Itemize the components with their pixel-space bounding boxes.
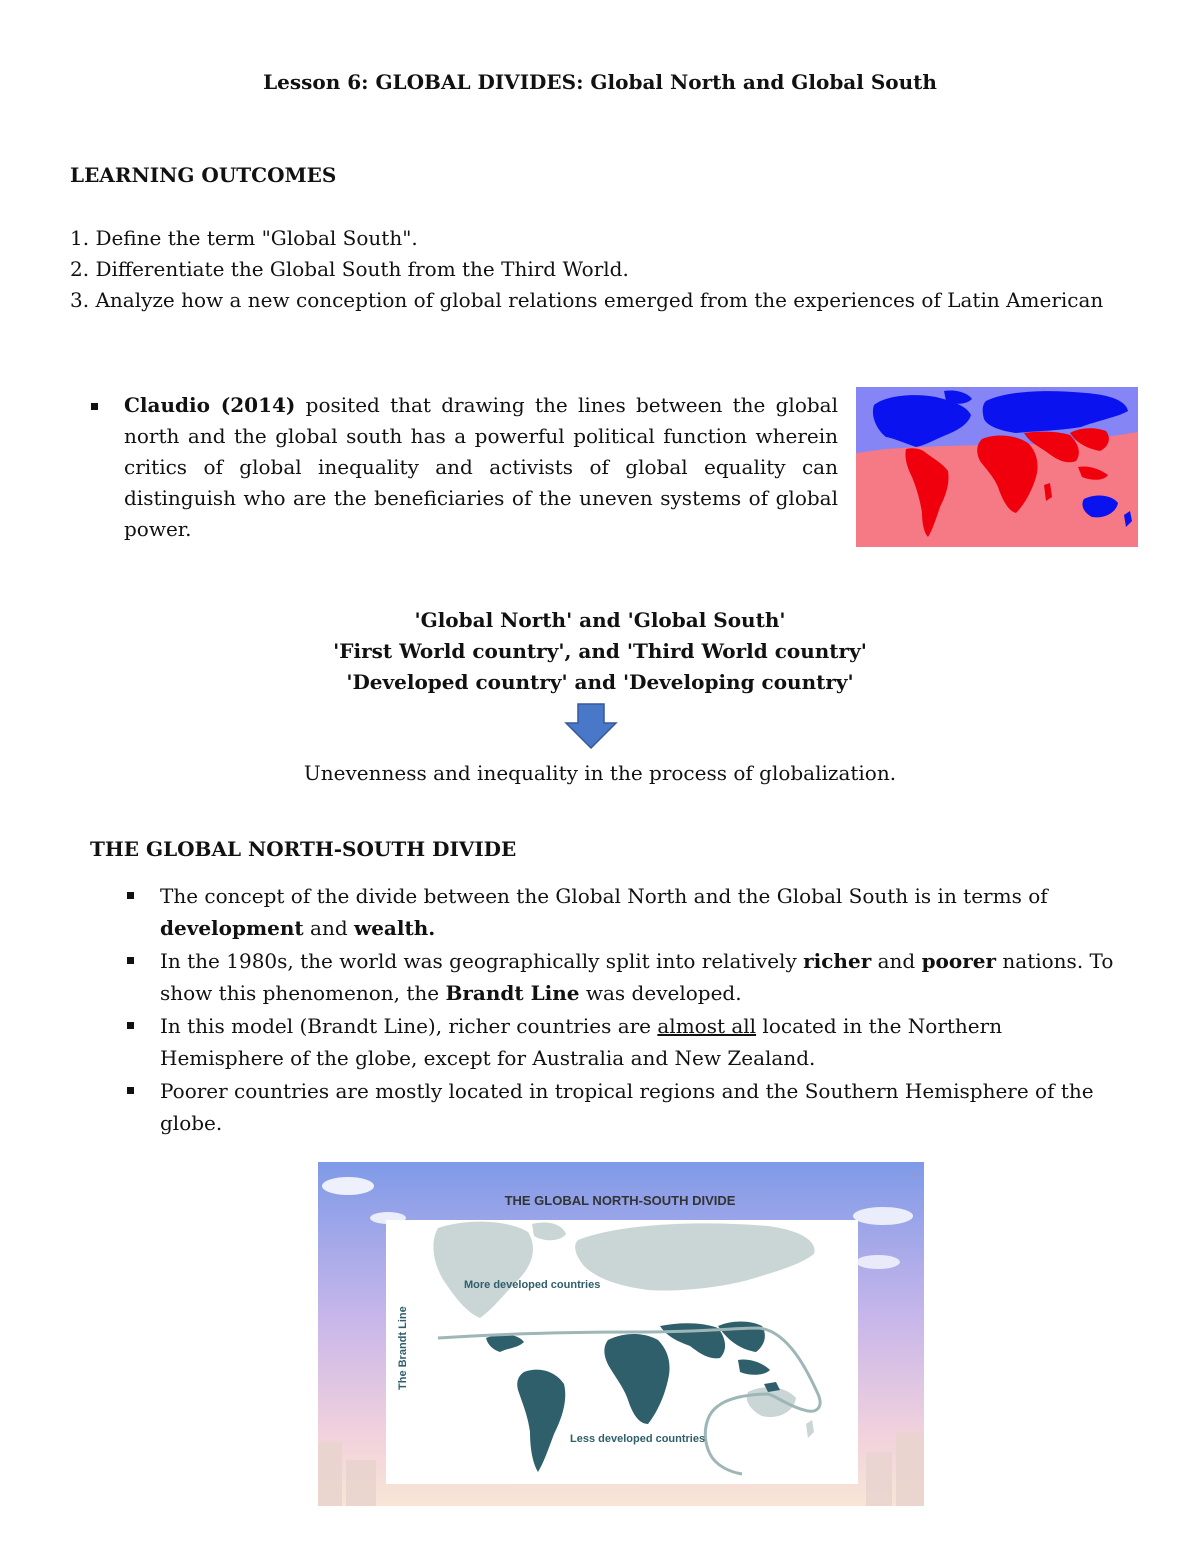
cloud [853, 1207, 913, 1225]
divide-bullet-1 [160, 880, 1120, 944]
unevenness-line: Unevenness and inequality in the process of globalization. [303, 761, 897, 785]
claudio-paragraph [124, 390, 838, 545]
divide-bullet-2 [160, 945, 1120, 1009]
page-title: Lesson 6: GLOBAL DIVIDES: Global North and Global South [263, 70, 937, 94]
divide-section-heading: THE GLOBAL NORTH-SOUTH DIVIDE [90, 837, 517, 861]
bullet-marker [127, 1022, 134, 1029]
term-line-1: 'Global North' and 'Global South' [414, 608, 786, 632]
b3-underline-almost-all: almost all [657, 1014, 757, 1038]
b3-text: In this model (Brandt Line), richer countries are [160, 1014, 658, 1038]
bullet-marker [127, 957, 134, 964]
b2-text-2: and [871, 949, 922, 973]
b2-bold-brandt-line: Brandt Line [445, 981, 580, 1005]
bullet-marker [127, 892, 134, 899]
b3-text-2: located in the Northern Hemisphere of the globe, except for Australia and New Zealand. [160, 1014, 1003, 1070]
outcome-item-2: 2. Differentiate the Global South from the Third World. [70, 257, 629, 281]
outcome-item-1: 1. Define the term "Global South". [70, 226, 418, 250]
b2-bold-poorer: poorer [921, 949, 997, 973]
learning-outcomes-heading: LEARNING OUTCOMES [70, 163, 337, 187]
divide-bullet-3 [160, 1010, 1120, 1074]
cloud [322, 1177, 374, 1195]
less-developed-label: Less developed countries [570, 1433, 706, 1445]
brandt-line-slide [318, 1162, 924, 1506]
b1-bold-development: development [160, 916, 304, 940]
claudio-text: posited that drawing the lines between the global north and the global south has a powerful political function wherein critics of global inequality and activists of global equality can distinguish who are the beneficiaries of the uneven systems of global power. [124, 393, 838, 541]
b2-text: In the 1980s, the world was geographically split into relatively [160, 949, 804, 973]
b2-text-3: nations. To show this phenomenon, the [160, 949, 1114, 1005]
more-developed-label: More developed countries [464, 1279, 601, 1291]
b1-bold-wealth: wealth. [353, 916, 436, 940]
b1-text: The concept of the divide between the Global North and the Global South is in terms of [160, 884, 1048, 908]
bullet-marker [127, 1087, 134, 1094]
b1-text-2: and [303, 916, 354, 940]
north-south-world-map [856, 387, 1138, 547]
b2-bold-richer: richer [803, 949, 872, 973]
term-line-2: 'First World country', and 'Third World country' [333, 639, 867, 663]
slide-title: THE GLOBAL NORTH-SOUTH DIVIDE [504, 1193, 736, 1208]
bullet-marker [91, 403, 98, 410]
b2-text-4: was developed. [579, 981, 742, 1005]
slide-page-number: 7 [911, 1173, 916, 1182]
outcome-item-3: 3. Analyze how a new conception of global relations emerged from the experiences of Latin American [70, 288, 1104, 312]
divide-bullet-4: Poorer countries are mostly located in tropical regions and the Southern Hemisphere of the globe. [160, 1079, 1094, 1135]
cloud [856, 1255, 900, 1269]
term-line-3: 'Developed country' and 'Developing country' [346, 670, 854, 694]
claudio-citation: Claudio (2014) [124, 393, 296, 417]
brandt-line-label: The Brandt Line [397, 1306, 409, 1390]
down-arrow-icon [564, 703, 618, 749]
